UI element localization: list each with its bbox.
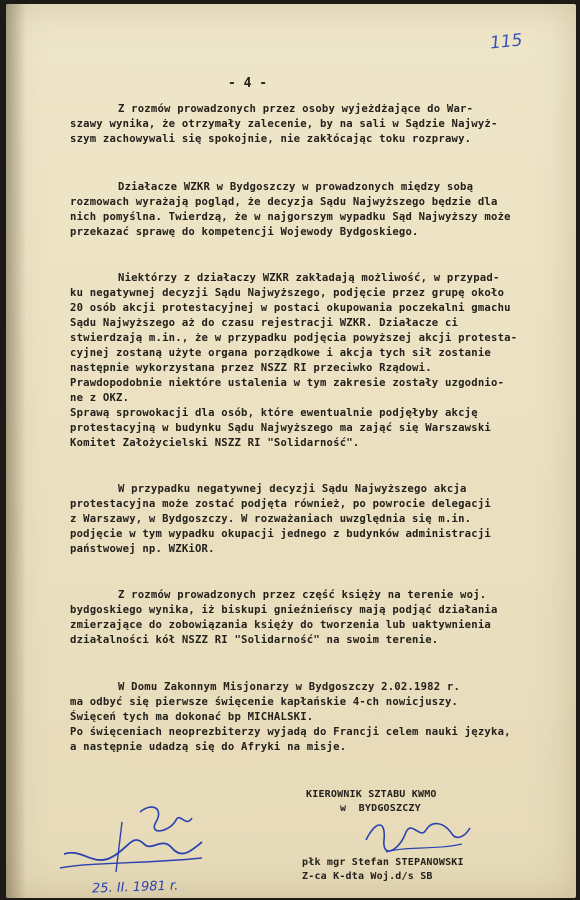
text-line: zmierzające do zobowiązania księży do tworzenia lub uaktywnienia [70,619,491,631]
page-marker: - 4 - [228,76,268,91]
archive-page-number: 115 [489,30,524,54]
text-line: Sprawą sprowokacji dla osób, które ewentualnie podjęłyby akcję [70,407,478,419]
signature-office: w BYDGOSZCZY [340,803,421,814]
text-line: Niektórzy z działaczy WZKR zakładają możliwość, w przypad- [118,272,500,284]
text-line: szym zachowywali się spokojnie, nie zakłócając toku rozprawy. [70,133,472,145]
signature-name: płk mgr Stefan STEPANOWSKI [302,857,464,868]
text-line: podjęcie w tym wypadku okupacji jednego z budynków administracji [70,528,491,540]
text-line: cyjnej zostaną użyte organa porządkowe i akcja tych sił zostanie [70,347,491,359]
text-line: Sądu Najwyższego aż do czasu rejestracji WZKR. Działacze ci [70,317,459,329]
text-line: Komitet Założycielski NSZZ RI "Solidarność". [70,437,360,449]
text-line: protestacyjna może zostać podjęta również, po powrocie delegacji [70,498,491,510]
signature-role: Z-ca K-dta Woj.d/s SB [302,871,433,882]
text-line: Działacze WZKR w Bydgoszczy w prowadzonych między sobą [118,181,474,193]
text-line: W Domu Zakonnym Misjonarzy w Bydgoszczy 2.02.1982 r. [118,681,461,693]
handwritten-signature-left [52,792,212,884]
text-line: ne z OKZ. [70,392,130,404]
text-line: szawy wynika, że otrzymały zalecenie, by na sali w Sądzie Najwyż- [70,118,498,130]
text-line: protestacyjną w budynku Sądu Najwyższego ma zająć się Warszawski [70,422,491,434]
text-line: działalności kół NSZZ RI "Solidarność" na swoim terenie. [70,634,439,646]
text-line: stwierdzają m.in., że w przypadku podjęcia powyższej akcji protesta- [70,332,518,344]
text-line: przekazać sprawę do kompetencji Wojewody Bydgoskiego. [70,226,419,238]
text-line: 20 osób akcji protestacyjnej w postaci okupowania poczekalni gmachu [70,302,511,314]
text-line: Z rozmów prowadzonych przez część księży na terenie woj. [118,589,487,601]
text-line: bydgoskiego wynika, iż biskupi gnieźnieńscy mają podjąć działania [70,604,498,616]
text-line: Święceń tych ma dokonać bp MICHALSKI. [70,711,314,723]
text-line: ku negatywnej decyzji Sądu Najwyższego, podjęcie przez grupę około [70,287,505,299]
handwritten-date: 25. II. 1981 r. [91,878,179,897]
text-line: rozmowach wyrażają pogląd, że decyzja Sądu Najwyższego będzie dla [70,196,498,208]
text-line: nich pomyślna. Twierdzą, że w najgorszym wypadku Sąd Najwyższy może [70,211,511,223]
text-line: Z rozmów prowadzonych przez osoby wyjeżdżające do War- [118,103,474,115]
text-line: Prawdopodobnie niektóre ustalenia w tym zakresie zostały uzgodnio- [70,377,505,389]
page-binding-shadow [6,4,26,898]
text-line: ma odbyć się pierwsze święcenie kapłańskie 4-ch nowicjuszy. [70,696,459,708]
text-line: Po święceniach neoprezbiterzy wyjadą do Francji celem nauki języka, [70,726,511,738]
text-line: a następnie udadzą się do Afryki na misje. [70,741,347,753]
document-page [6,4,576,898]
text-line: z Warszawy, w Bydgoszczy. W rozważaniach uwzględnia się m.in. [70,513,472,525]
text-line: państwowej np. WZKiOR. [70,543,215,555]
text-line: W przypadku negatywnej decyzji Sądu Najwyższego akcja [118,483,467,495]
text-line: następnie wykorzystana przez NSZZ RI przeciwko Rządowi. [70,362,432,374]
handwritten-signature-right [356,810,476,860]
signature-title: KIEROWNIK SZTABU KWMO [306,789,437,800]
